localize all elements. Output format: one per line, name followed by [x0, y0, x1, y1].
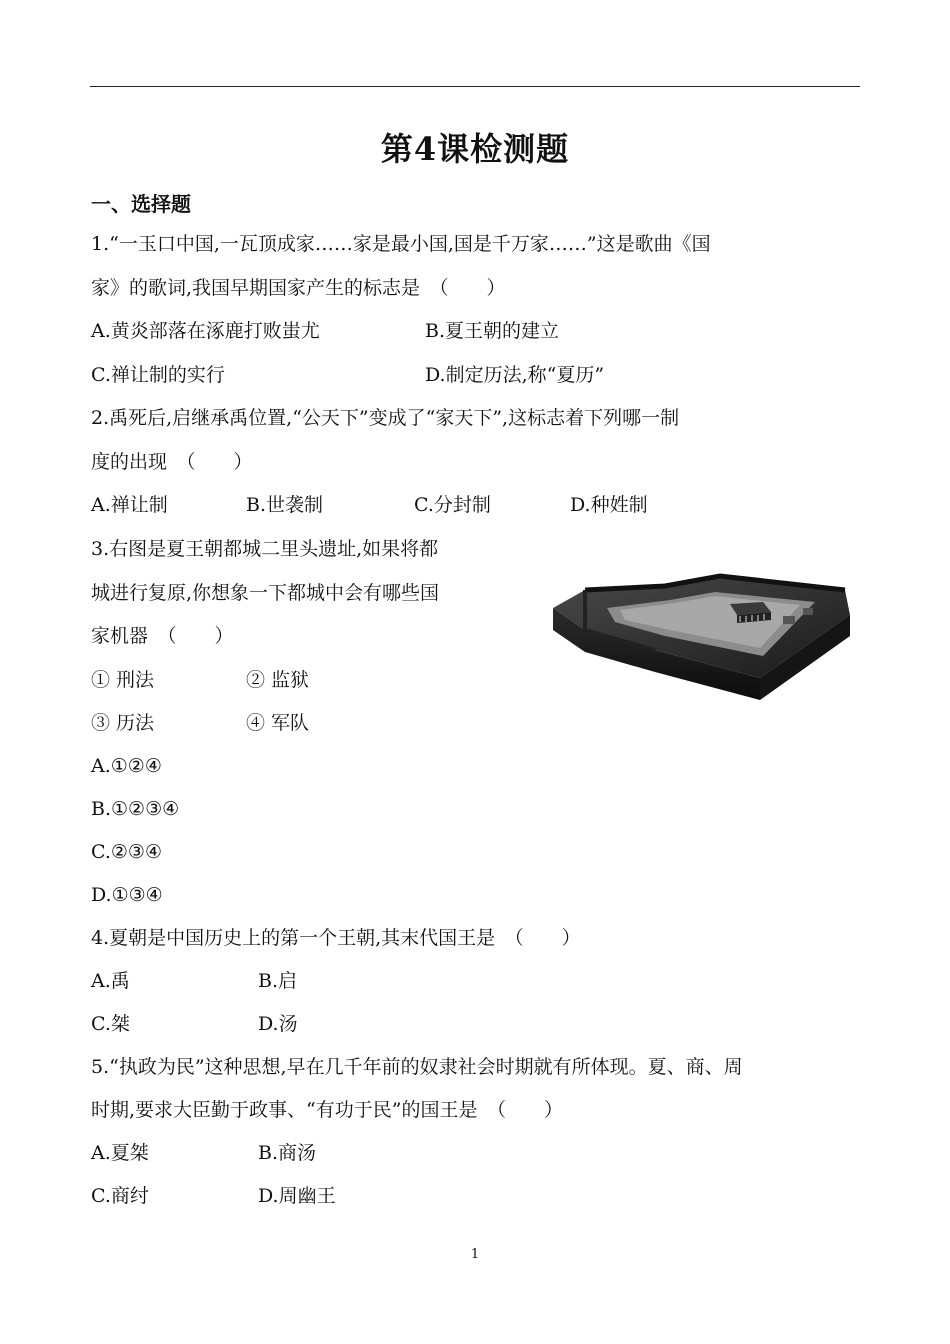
- q1-option-a: A.黄炎部落在涿鹿打败蚩尤: [91, 320, 320, 342]
- q3-option-b: B.①②③④: [91, 798, 180, 820]
- q1-line2: 家》的歌词,我国早期国家产生的标志是 （ ）: [91, 277, 506, 299]
- q3-item-1: ① 刑法: [91, 669, 155, 691]
- section-heading: 一、选择题: [91, 192, 191, 216]
- q1-option-b: B.夏王朝的建立: [425, 320, 560, 342]
- q5-line1: 5.“执政为民”这种思想,早在几千年前的奴隶社会时期就有所体现。夏、商、周: [91, 1056, 743, 1078]
- q2-line2: 度的出现 （ ）: [91, 451, 253, 473]
- q3-line2: 城进行复原,你想象一下都城中会有哪些国: [91, 582, 440, 604]
- q4-option-b: B.启: [258, 970, 298, 992]
- q3-item-4: ④ 军队: [246, 712, 310, 734]
- q5-option-b: B.商汤: [258, 1142, 317, 1164]
- q1-line1: 1.“一玉口中国,一瓦顶成家……家是最小国,国是千万家……”这是歌曲《国: [91, 233, 711, 255]
- header-rule: [90, 86, 860, 87]
- q3-item-2: ② 监狱: [246, 669, 310, 691]
- q2-option-c: C.分封制: [414, 494, 491, 516]
- q4-option-c: C.桀: [91, 1013, 130, 1035]
- q3-line1: 3.右图是夏王朝都城二里头遗址,如果将都: [91, 538, 439, 560]
- q3-option-c: C.②③④: [91, 841, 162, 863]
- q3-item-3: ③ 历法: [91, 712, 155, 734]
- q3-option-d: D.①③④: [91, 884, 163, 906]
- page-number: 1: [470, 1247, 480, 1262]
- q2-option-b: B.世袭制: [246, 494, 324, 516]
- q1-option-c: C.禅让制的实行: [91, 364, 225, 386]
- q4-line1: 4.夏朝是中国历史上的第一个王朝,其末代国王是 （ ）: [91, 927, 581, 949]
- q5-option-c: C.商纣: [91, 1185, 149, 1207]
- page-title: 第4课检测题: [380, 130, 570, 168]
- q5-line2: 时期,要求大臣勤于政事、“有功于民”的国王是 （ ）: [91, 1099, 563, 1121]
- q1-option-d: D.制定历法,称“夏历”: [425, 364, 605, 386]
- q2-option-a: A.禅让制: [91, 494, 168, 516]
- q5-option-d: D.周幽王: [258, 1185, 336, 1207]
- q5-option-a: A.夏桀: [91, 1142, 149, 1164]
- erlitou-palace-model-image: [545, 560, 855, 705]
- q4-option-d: D.汤: [258, 1013, 298, 1035]
- q3-line3: 家机器 （ ）: [91, 625, 234, 647]
- q2-option-d: D.种姓制: [570, 494, 648, 516]
- q2-line1: 2.禹死后,启继承禹位置,“公天下”变成了“家天下”,这标志着下列哪一制: [91, 407, 680, 429]
- q4-option-a: A.禹: [91, 970, 130, 992]
- q3-option-a: A.①②④: [91, 755, 162, 777]
